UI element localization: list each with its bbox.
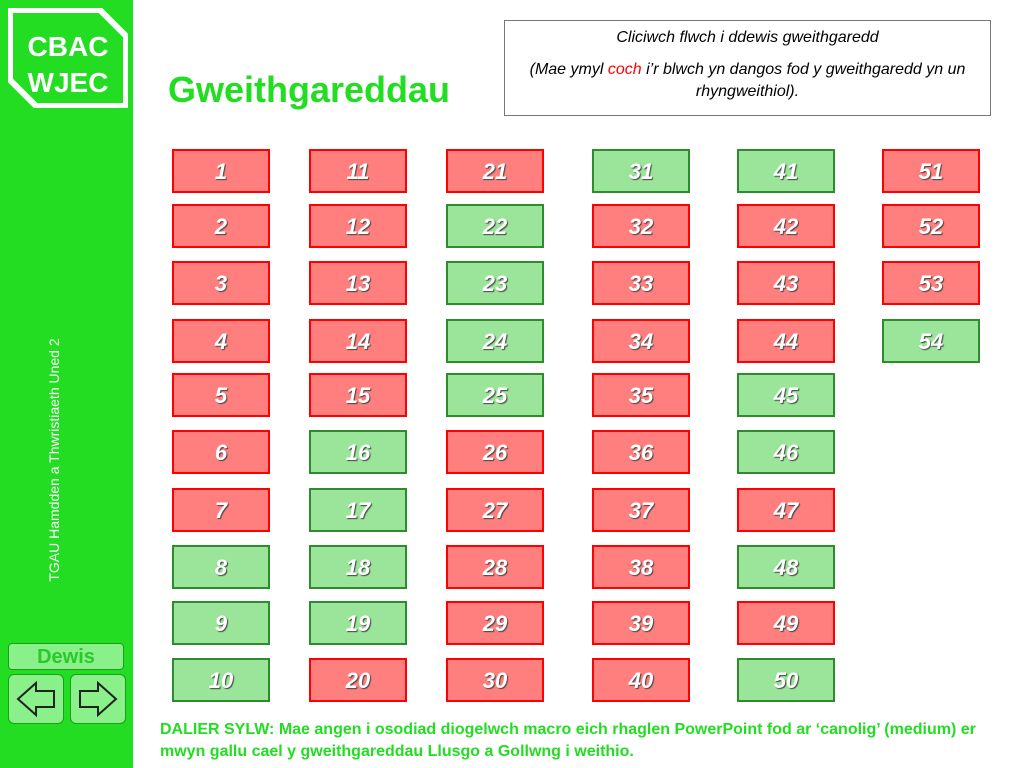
instruction-box xyxy=(504,20,991,116)
activity-box-20[interactable]: 20 xyxy=(309,658,407,702)
activity-box-48[interactable]: 48 xyxy=(737,545,835,589)
arrow-right-icon xyxy=(76,679,120,719)
activity-box-41[interactable]: 41 xyxy=(737,149,835,193)
instruction-text-b: i’r blwch yn dangos fod y gweithgaredd yn un rhyngweithiol). xyxy=(641,61,966,100)
activity-box-49[interactable]: 49 xyxy=(737,601,835,645)
logo-line2: WJEC xyxy=(27,67,109,98)
activity-box-9[interactable]: 9 xyxy=(172,601,270,645)
activity-box-32[interactable]: 32 xyxy=(592,204,690,248)
activity-box-6[interactable]: 6 xyxy=(172,430,270,474)
activity-box-14[interactable]: 14 xyxy=(309,319,407,363)
footer-note: DALIER SYLW: Mae angen i osodiad diogelwch macro eich rhaglen PowerPoint fod ar ‘canolig’ (medium) er mwyn gallu cael y gweithgareddau Llusgo a Gollwng i weithio. xyxy=(160,721,976,760)
activity-box-10[interactable]: 10 xyxy=(172,658,270,702)
arrow-left-icon xyxy=(14,679,58,719)
activity-box-42[interactable]: 42 xyxy=(737,204,835,248)
cbac-wjec-logo xyxy=(8,8,128,108)
activity-box-31[interactable]: 31 xyxy=(592,149,690,193)
activity-box-25[interactable]: 25 xyxy=(446,373,544,417)
activity-box-26[interactable]: 26 xyxy=(446,430,544,474)
logo-line1: CBAC xyxy=(27,31,109,62)
activity-box-33[interactable]: 33 xyxy=(592,261,690,305)
activity-box-16[interactable]: 16 xyxy=(309,430,407,474)
activity-box-3[interactable]: 3 xyxy=(172,261,270,305)
activity-box-39[interactable]: 39 xyxy=(592,601,690,645)
activity-box-28[interactable]: 28 xyxy=(446,545,544,589)
activity-box-27[interactable]: 27 xyxy=(446,488,544,532)
previous-button[interactable] xyxy=(8,674,64,724)
activity-box-18[interactable]: 18 xyxy=(309,545,407,589)
activity-box-13[interactable]: 13 xyxy=(309,261,407,305)
instruction-red-word: coch xyxy=(607,61,642,78)
instruction-line1: Cliciwch flwch i ddewis gweithgaredd xyxy=(616,29,879,46)
activity-box-5[interactable]: 5 xyxy=(172,373,270,417)
instruction-line2 xyxy=(505,59,990,103)
activity-box-44[interactable]: 44 xyxy=(737,319,835,363)
page-title: Gweithgareddau xyxy=(168,69,451,110)
activity-box-45[interactable]: 45 xyxy=(737,373,835,417)
activity-box-36[interactable]: 36 xyxy=(592,430,690,474)
activity-box-40[interactable]: 40 xyxy=(592,658,690,702)
dewis-button[interactable]: Dewis xyxy=(8,643,124,670)
instruction-text-a: (Mae ymyl xyxy=(529,61,608,78)
activity-box-19[interactable]: 19 xyxy=(309,601,407,645)
activity-box-23[interactable]: 23 xyxy=(446,261,544,305)
course-title-vertical: TGAU Hamdden a Thwristiaeth Uned 2 xyxy=(46,338,62,582)
activity-box-50[interactable]: 50 xyxy=(737,658,835,702)
activity-box-11[interactable]: 11 xyxy=(309,149,407,193)
activity-box-4[interactable]: 4 xyxy=(172,319,270,363)
activity-box-46[interactable]: 46 xyxy=(737,430,835,474)
activity-box-53[interactable]: 53 xyxy=(882,261,980,305)
activity-box-52[interactable]: 52 xyxy=(882,204,980,248)
activity-box-21[interactable]: 21 xyxy=(446,149,544,193)
activity-box-38[interactable]: 38 xyxy=(592,545,690,589)
activity-box-17[interactable]: 17 xyxy=(309,488,407,532)
activity-box-47[interactable]: 47 xyxy=(737,488,835,532)
next-button[interactable] xyxy=(70,674,126,724)
activity-box-34[interactable]: 34 xyxy=(592,319,690,363)
activity-box-12[interactable]: 12 xyxy=(309,204,407,248)
activity-box-8[interactable]: 8 xyxy=(172,545,270,589)
activity-box-29[interactable]: 29 xyxy=(446,601,544,645)
activity-box-43[interactable]: 43 xyxy=(737,261,835,305)
activity-box-7[interactable]: 7 xyxy=(172,488,270,532)
activity-box-35[interactable]: 35 xyxy=(592,373,690,417)
activity-box-15[interactable]: 15 xyxy=(309,373,407,417)
activity-box-22[interactable]: 22 xyxy=(446,204,544,248)
activity-box-1[interactable]: 1 xyxy=(172,149,270,193)
activity-box-30[interactable]: 30 xyxy=(446,658,544,702)
activity-box-2[interactable]: 2 xyxy=(172,204,270,248)
sidebar xyxy=(0,0,133,768)
activity-box-51[interactable]: 51 xyxy=(882,149,980,193)
activity-box-24[interactable]: 24 xyxy=(446,319,544,363)
activity-box-54[interactable]: 54 xyxy=(882,319,980,363)
activity-box-37[interactable]: 37 xyxy=(592,488,690,532)
